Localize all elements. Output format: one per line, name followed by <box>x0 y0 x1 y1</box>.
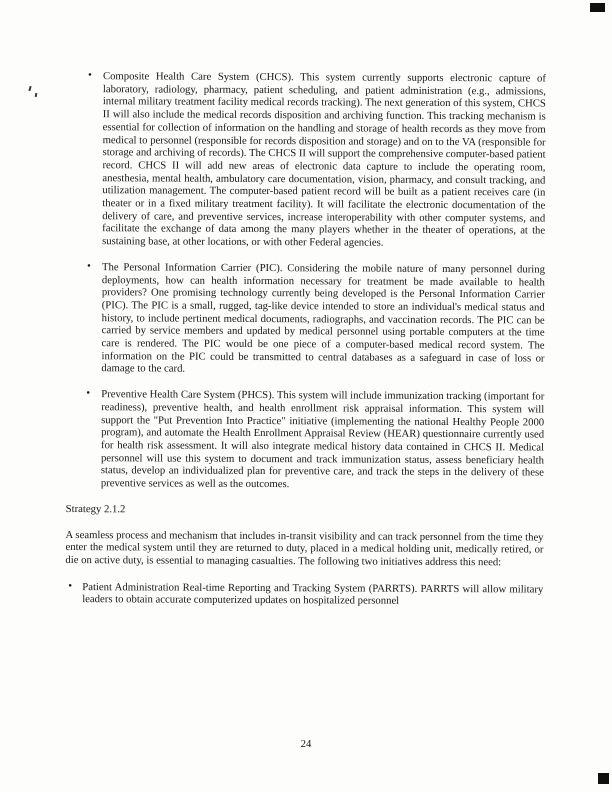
scan-artifact-bottom-right <box>598 773 609 784</box>
initiative-bullet-list <box>65 581 543 609</box>
list-item-pic <box>66 261 545 378</box>
page-number: 24 <box>300 738 312 750</box>
list-item-phcs <box>66 388 545 492</box>
scan-artifact-top-right <box>590 3 605 12</box>
scan-speck <box>28 86 31 91</box>
bullet-text: Patient Administration Real-time Reporting and Tracking System (PARRTS). PARRTS will allow military leaders to obtain accurate computerized updates on hospitalized personnel <box>82 580 544 608</box>
bullet-icon: • <box>86 259 91 272</box>
system-bullet-list <box>66 70 546 492</box>
page-content <box>65 70 546 609</box>
list-item-parrts <box>65 581 543 609</box>
strategy-heading: Strategy 2.1.2 <box>65 502 126 516</box>
strategy-paragraph: A seamless process and mechanism that includes in-transit visibility and can track personnel from the time they enter the medical system until they are returned to duty, placed in a medical holding unit, medically retired, or die on active duty, is essential to managing casualties. The following two initiatives address this need: <box>65 528 544 569</box>
bullet-text: The Personal Information Carrier (PIC). Considering the mobile nature of many personnel during deployments, how can health information necessary for treatment be made available to health providers? One promising technology currently being developed is the Personal Information Carrier (PIC). The PIC is a small, rugged, tag-like device intended to store an individual's medical status and history, to include pertinent medical documents, radiographs, and vaccination records. The PIC can be carried by service members and updated by medical personnel using portable computers at the time care is rendered. The PIC would be one piece of a computer-based medical record system. The information on the PIC could be transmitted to central databases as a safeguard in case of loss or damage to the card. <box>101 261 545 376</box>
bullet-icon: • <box>68 579 73 592</box>
bullet-icon: • <box>87 69 92 82</box>
list-item-chcs <box>67 70 546 250</box>
bullet-icon: • <box>86 387 91 400</box>
bullet-text: Composite Health Care System (CHCS). This system currently supports electronic capture of laboratory, radiology, pharmacy, patient scheduling, and patient administration (e.g., admissions, internal military treatment facility medical records tracking). The next generation of this system, CHCS II will also include the medical records disposition and archiving function. This tracking mechanism is essential for collection of information on the handling and storage of health records as they move from medical to personnel (responsible for records disposition and storage) and on to the VA (responsible for storage and archiving of records). The CHCS II will support the comprehensive computer-based patient record. CHCS II will add new areas of electronic data capture to include the operating room, anesthesia, mental health, ambulatory care documentation, vision, pharmacy, and consult tracking, and utilization management. The computer-based patient record will be built as a patient receives care (in theater or in a fixed military treatment facility). It will facilitate the electronic documentation of the delivery of care, and preventive services, increase interoperability with other computer systems, and facilitate the exchange of data among the many players whether in the theater of operations, at the sustaining base, at other locations, or with other Federal agencies. <box>102 70 546 249</box>
scan-speck <box>35 93 38 97</box>
bullet-text: Preventive Health Care System (PHCS). This system will include immunization tracking (important for readiness), preventive health, and health enrollment risk appraisal information. This system will support the "Put Prevention Into Practice" initiative (implementing the national Healthy People 2000 program), and automate the Health Enrollment Appraisal Review (HEAR) questionnaire currently used for health risk assessment. It will also integrate medical history data contained in CHCS II. Medical personnel will use this system to document and track immunization status, assess beneficiary health status, develop an individualized plan for preventive care, and track the steps in the delivery of these preventive services as well as the outcomes. <box>100 388 545 491</box>
